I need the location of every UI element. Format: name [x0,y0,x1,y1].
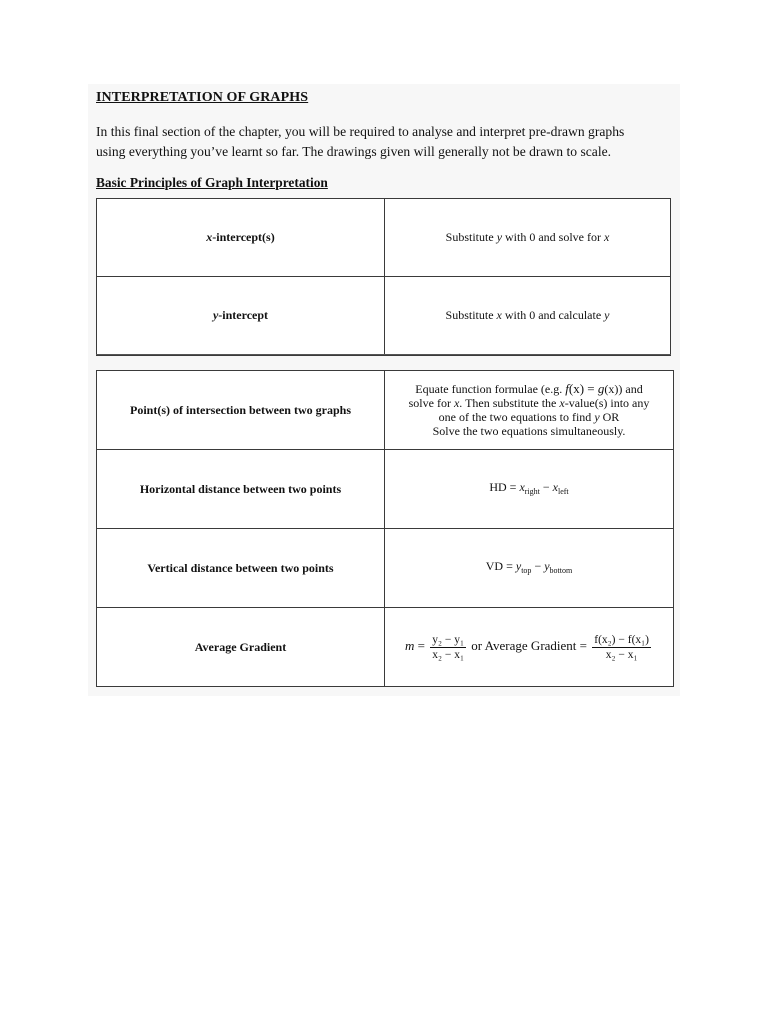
intro-line: In this final section of the chapter, you will be required to analyse and interpret pre-drawn graphs [96,124,625,139]
page-title: INTERPRETATION OF GRAPHS [96,90,309,105]
y-intercept-label: y-intercept [97,277,385,355]
intro-paragraph [96,122,676,162]
table-row-x-intercept [97,199,671,277]
section-heading: Basic Principles of Graph Interpretation [96,175,328,190]
vertical-distance-label: Vertical distance between two points [97,529,385,608]
vertical-distance-formula: VD = $y_{top} - y_{bottom}$ [385,529,674,608]
table-divider [96,355,671,356]
table-row-average-gradient [97,608,674,687]
table-row-y-intercept [97,277,671,355]
horizontal-distance-formula: HD = $x_{right} - x_{left}$ [385,450,674,529]
table-row-horizontal-distance [97,450,674,529]
table-row-intersection [97,371,674,450]
y-intercept-desc: Substitute x with 0 and calculate y [385,277,671,355]
intro-line: using everything you’ve learnt so far. The drawings given will generally not be drawn to scale. [96,144,612,159]
principles-table-top [96,198,671,355]
average-gradient-formula: m = $\frac{\text{y₂ − y₁}}{\text{x₂ − x₁}}$ or Average Gradient = $\frac{\text{f(x₂) − f(x₁)}}{\text{x₂ − x₁}}$ [385,608,674,687]
table-row-vertical-distance [97,529,674,608]
intersection-desc: Equate function formulae (e.g. f(x) = g(x)) and solve for x. Then substitute the x-value(s) into any one of the two equations to find y OR Solve the two equations simultaneously. [385,371,674,450]
average-gradient-label: Average Gradient [97,608,385,687]
principles-table-bottom [96,370,674,687]
horizontal-distance-label: Horizontal distance between two points [97,450,385,529]
x-intercept-desc: Substitute y with 0 and solve for x [385,199,671,277]
intersection-label: Point(s) of intersection between two graphs [97,371,385,450]
x-intercept-label: x-intercept(s) [97,199,385,277]
